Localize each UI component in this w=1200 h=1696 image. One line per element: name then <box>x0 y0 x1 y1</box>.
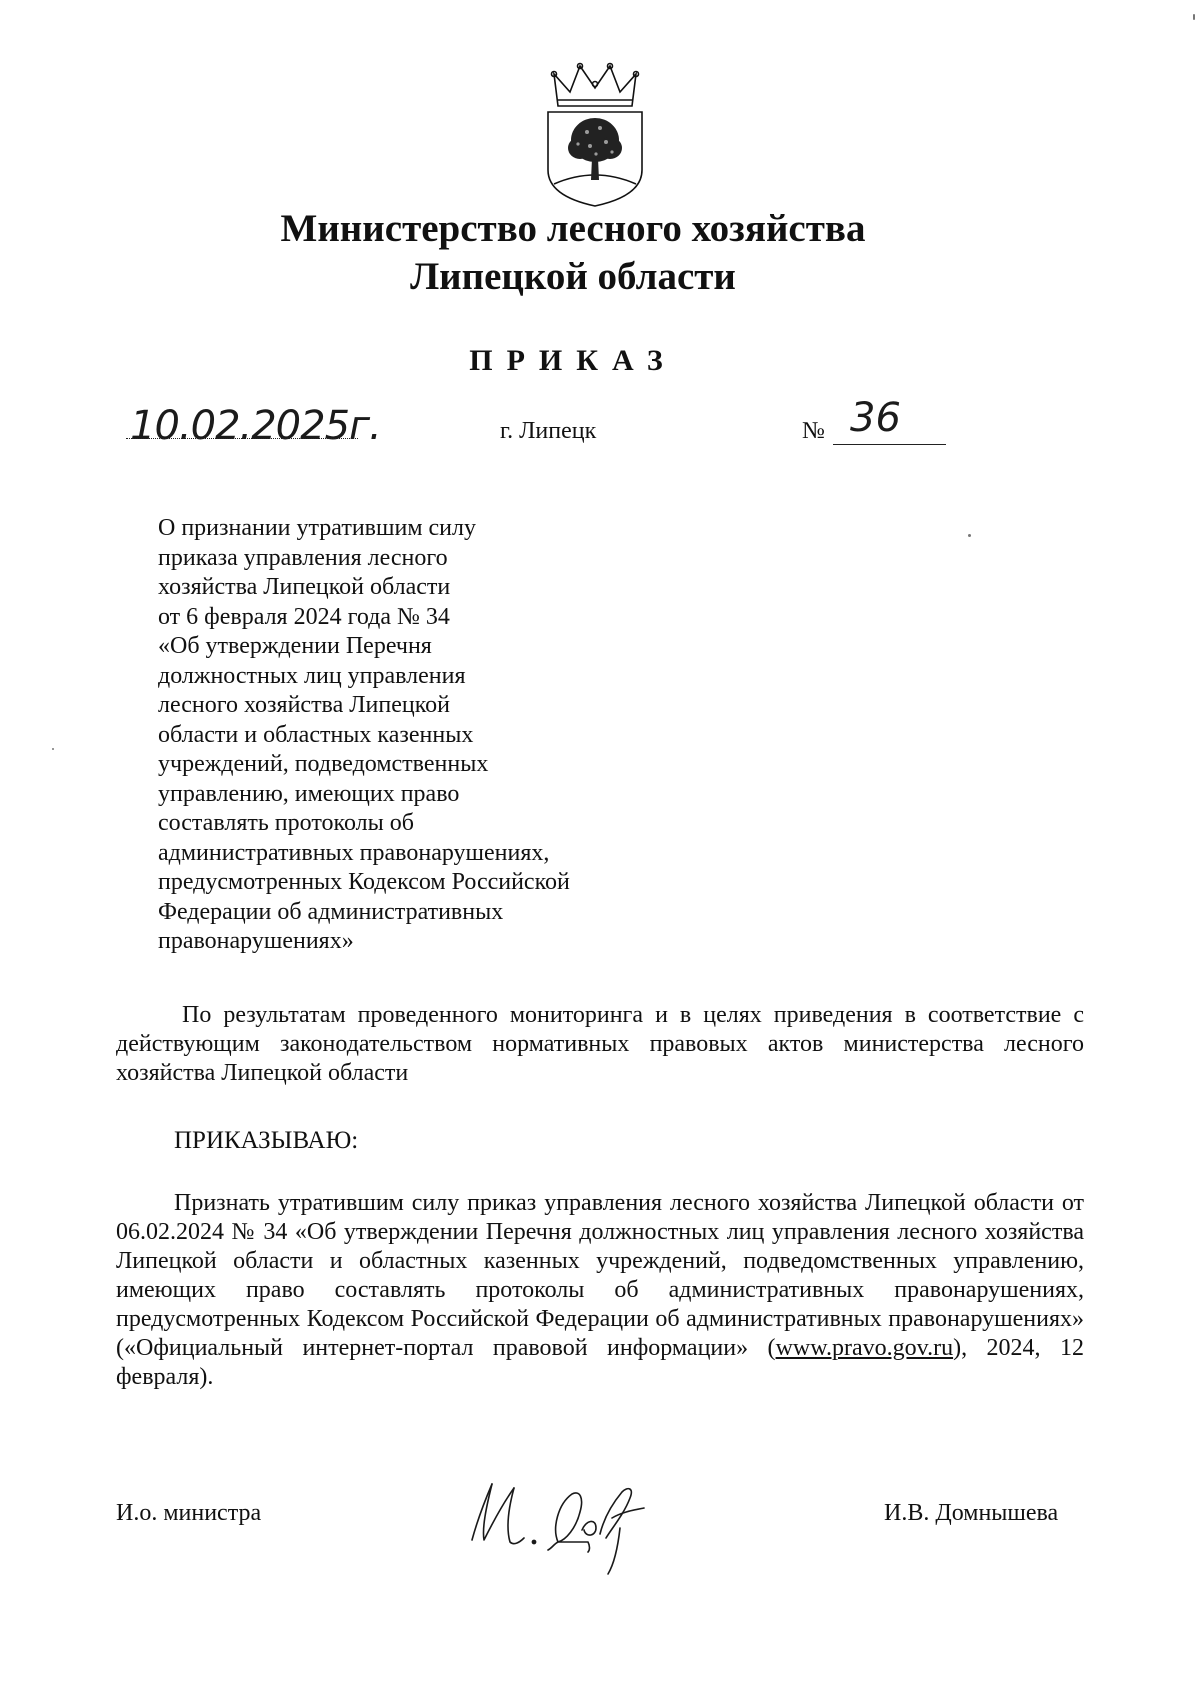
document-number: 36 <box>850 395 901 441</box>
document-date: 10.02.2025г. <box>130 403 381 449</box>
coat-of-arms-icon <box>540 62 650 208</box>
organization-title: Министерство лесного хозяйства <box>280 207 866 250</box>
document-city: г. Липецк <box>500 418 597 444</box>
subject-line: хозяйства Липецкой области <box>158 574 451 600</box>
handwritten-signature-icon <box>462 1468 652 1580</box>
pravo-gov-link[interactable]: www.pravo.gov.ru <box>775 1335 954 1361</box>
subject-line: управлению, имеющих право <box>158 780 460 807</box>
order-text-end: ), 2024, 12 февраля). <box>116 1335 1084 1390</box>
subject-line: административных правонарушениях, <box>158 839 550 866</box>
subject-line: приказа управления лесного <box>158 544 448 571</box>
subject-line: О признании утратившим силу <box>158 515 476 541</box>
subject-line: учреждений, подведомственных <box>158 751 489 777</box>
subject-line: должностных лиц управления <box>158 662 466 689</box>
scan-speck <box>52 748 54 750</box>
organization-region: Липецкой области <box>410 255 736 298</box>
order-text: Признать утратившим силу приказ управления лесного хозяйства Липецкой области от 06.02.2024 № 34 «Об утверждении Перечня должностных лиц управления лесного хозяйства Липецкой области и областных казенных учреждений, подведомственных управлению, имеющих право составлять протоколы об административных правонарушениях, предусмотренных Кодексом Российской Федерации об административных правонарушениях» («Официальный интернет-портал правовой информации» ( <box>116 1190 1084 1361</box>
signatory-role: И.о. министра <box>116 1500 262 1526</box>
document-type-heading: ПРИКАЗ <box>469 344 677 377</box>
date-underline <box>126 438 358 439</box>
number-underline <box>833 444 946 445</box>
subject-line: правонарушениях» <box>158 928 354 954</box>
subject-line: Федерации об административных <box>158 898 504 925</box>
subject-line: составлять протоколы об <box>158 810 414 836</box>
subject-line: предусмотренных Кодексом Российской <box>158 869 570 895</box>
number-label: № <box>802 418 825 444</box>
subject-line: от 6 февраля 2024 года № 34 <box>158 603 450 630</box>
order-keyword: ПРИКАЗЫВАЮ: <box>174 1127 359 1154</box>
order-paragraph <box>116 1189 1084 1392</box>
scan-speck <box>968 534 971 537</box>
scan-speck <box>1193 14 1195 20</box>
preamble-paragraph: По результатам проведенного мониторинга и в целях приведения в соответствие с действующим законодательством нормативных правовых актов министерства лесного хозяйства Липецкой области <box>116 1002 1084 1086</box>
subject-line: области и областных казенных <box>158 721 474 748</box>
signatory-name: И.В. Домнышева <box>884 1500 1059 1526</box>
document-subject <box>158 514 678 957</box>
subject-line: «Об утверждении Перечня <box>158 633 432 659</box>
subject-line: лесного хозяйства Липецкой <box>158 692 450 718</box>
